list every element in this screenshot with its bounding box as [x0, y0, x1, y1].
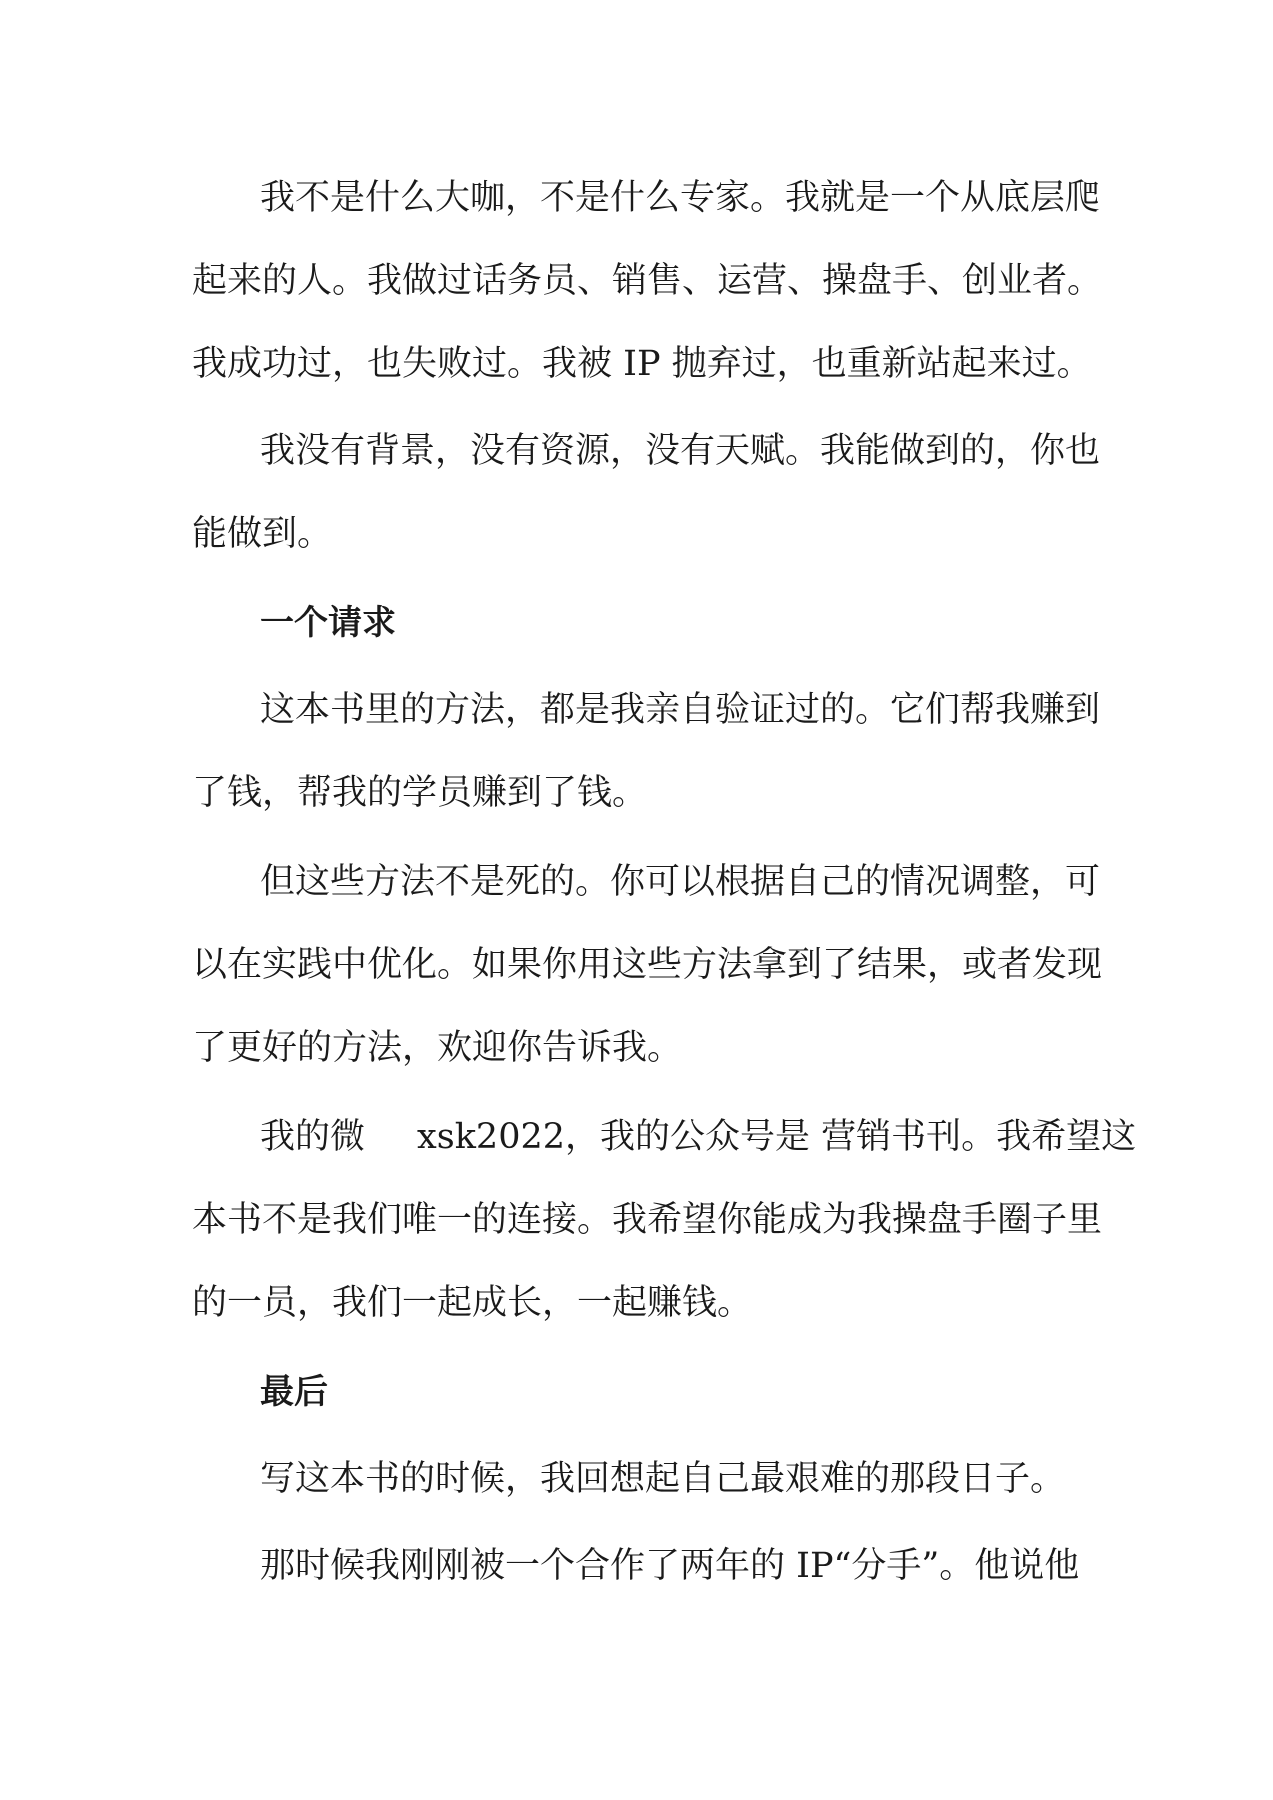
text-fragment: 我的微: [260, 1117, 366, 1157]
text-line: 那时候我刚刚被一个合作了两年的 IP“分手”。他说他: [260, 1546, 1080, 1586]
text-line: 能做到。: [192, 514, 333, 554]
text-line: 写这本书的时候，我回想起自己最艰难的那段日子。: [260, 1459, 1066, 1499]
text-line: 的一员，我们一起成长，一起赚钱。: [192, 1283, 753, 1323]
text-line: 我没有背景，没有资源，没有天赋。我能做到的，你也: [260, 431, 1101, 471]
text-line: 起来的人。我做过话务员、销售、运营、操盘手、创业者。: [192, 261, 1103, 301]
text-line: 但这些方法不是死的。你可以根据自己的情况调整，可: [260, 862, 1101, 902]
text-line: 本书不是我们唯一的连接。我希望你能成为我操盘手圈子里: [192, 1200, 1103, 1240]
text-line: [260, 1115, 1136, 1159]
text-fragment: xsk2022，我的公众号是 营销书刊。我希望这: [417, 1117, 1137, 1157]
text-line: 了钱，帮我的学员赚到了钱。: [192, 773, 648, 813]
text-line: 这本书里的方法，都是我亲自验证过的。它们帮我赚到: [260, 690, 1101, 730]
text-line: 我成功过，也失败过。我被 IP 抛弃过，也重新站起来过。: [192, 344, 1092, 384]
section-heading: 最后: [260, 1372, 328, 1412]
text-line: 以在实践中优化。如果你用这些方法拿到了结果，或者发现: [192, 945, 1103, 985]
section-heading: 一个请求: [260, 603, 396, 643]
text-line: 我不是什么大咖，不是什么专家。我就是一个从底层爬: [260, 178, 1101, 218]
text-line: 了更好的方法，欢迎你告诉我。: [192, 1028, 683, 1068]
